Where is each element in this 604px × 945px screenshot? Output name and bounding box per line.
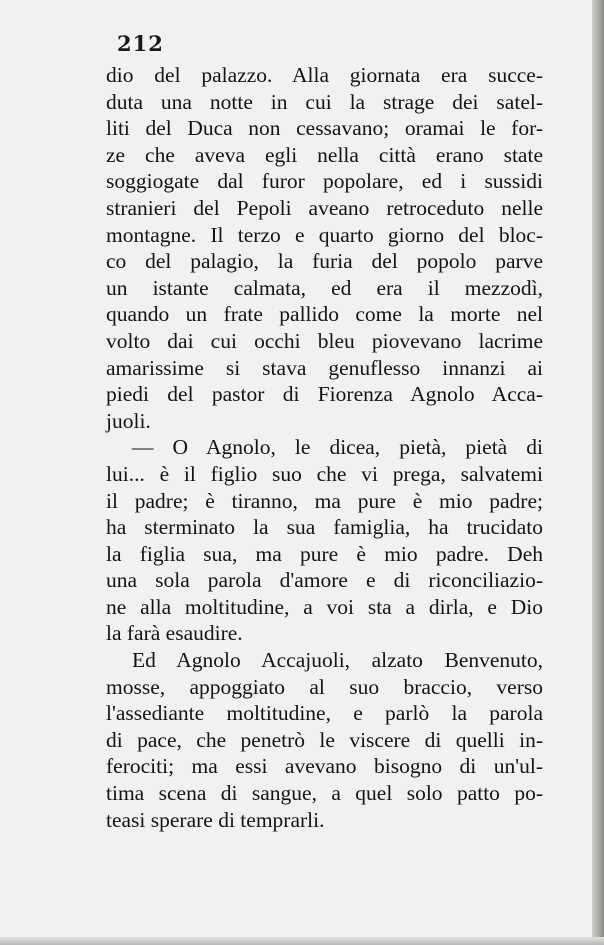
text-line: liti del Duca non cessavano; oramai le for- (106, 116, 543, 141)
text-line: teasi sperare di temprarli. (106, 807, 325, 832)
text-line: il padre; è tiranno, ma pure è mio padre; (106, 488, 543, 513)
text-line: amarissime si stava genuflesso innanzi ai (106, 355, 543, 380)
text-line: ze che aveva egli nella città erano state (106, 142, 543, 167)
text-line: l'assediante moltitudine, e parlò la parola (106, 701, 543, 726)
text-line: soggiogate dal furor popolare, ed i sussidi (106, 169, 543, 194)
text-line: lui... è il figlio suo che vi prega, salvatemi (106, 461, 543, 486)
text-line: duta una notte in cui la strage dei satel- (106, 89, 543, 114)
text-line: dio del palazzo. Alla giornata era succe- (106, 63, 543, 87)
text-line: quando un frate pallido come la morte nel (106, 302, 543, 327)
text-line: — O Agnolo, le dicea, pietà, pietà di (132, 435, 543, 460)
text-line: la farà esaudire. (106, 621, 243, 646)
text-line: un istante calmata, ed era il mezzodì, (106, 275, 543, 300)
text-line: juoli. (106, 408, 151, 433)
text-line: mosse, appoggiato al suo braccio, verso (106, 674, 543, 699)
text-line: stranieri del Pepoli aveano retroceduto nelle (106, 195, 543, 220)
text-line: montagne. Il terzo e quarto giorno del bloc- (106, 222, 543, 247)
text-line: tima scena di sangue, a quel solo patto po- (106, 781, 543, 806)
page-edge-shadow (592, 0, 604, 945)
body-text (106, 62, 543, 833)
text-line: la figlia sua, ma pure è mio padre. Deh (106, 541, 543, 566)
text-line: di pace, che penetrò le viscere di quelli in- (106, 727, 543, 752)
text-line: piedi del pastor di Fiorenza Agnolo Acca- (106, 382, 543, 407)
text-line: co del palagio, la furia del popolo parve (106, 249, 543, 274)
text-line: volto dai cui occhi bleu piovevano lacrime (106, 328, 543, 353)
text-line: ha sterminato la sua famiglia, ha trucidato (106, 515, 543, 540)
page-bottom-edge (0, 937, 604, 945)
text-line: Ed Agnolo Accajuoli, alzato Benvenuto, (132, 648, 543, 673)
text-line: una sola parola d'amore e di riconciliazio- (106, 568, 543, 593)
text-line: ferociti; ma essi avevano bisogno di un'ul- (106, 754, 543, 779)
page-number: 212 (117, 31, 164, 56)
text-line: ne alla moltitudine, a voi sta a dirla, e Dio (106, 594, 543, 619)
